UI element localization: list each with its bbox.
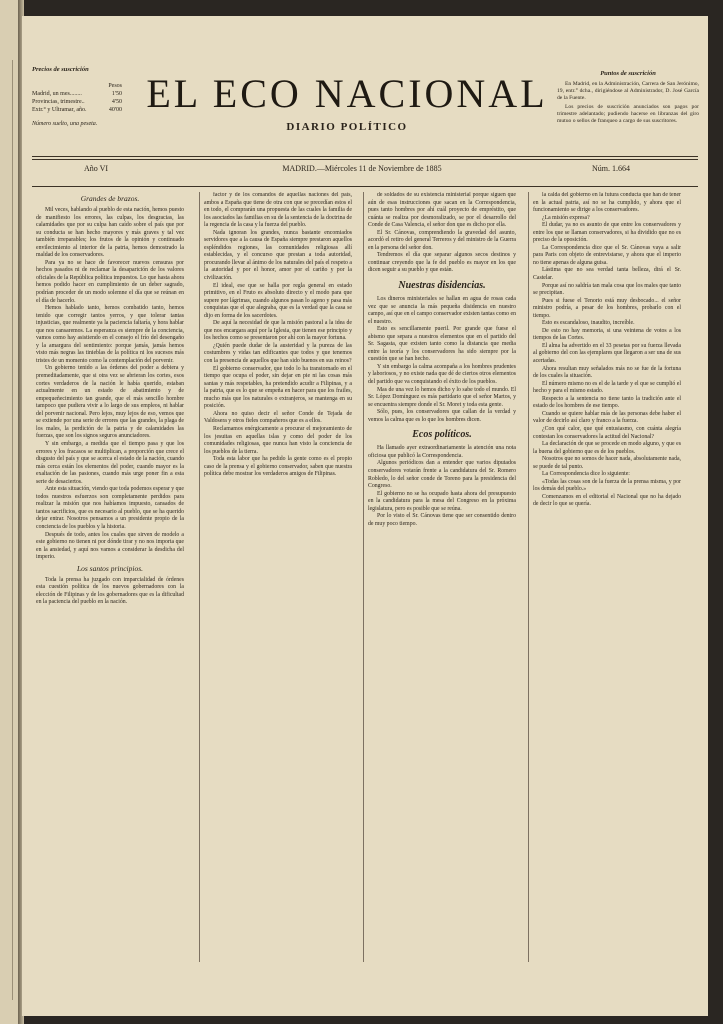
header-rule (32, 156, 698, 157)
article-paragraph: factor y de los comandos de aquellas naciones del país, ambos a España que tiene de otra con que se precedían estos el en todo, el comprarán una propuesta de las cuales la familia de los asociados las familias en su de la sentencia de la doctrina de la regencia de la casa y la fuerza del pueblo. (204, 192, 352, 229)
price-row (32, 106, 132, 114)
header-rule (32, 186, 698, 187)
price-label: Provincias, trimestre.. (32, 99, 85, 105)
newspaper-page (22, 16, 708, 1016)
article-paragraph: El número mismo no es el de la tarde y el que se cumplió el hecho y para el mismo estado. (533, 380, 681, 395)
article-paragraph: Un gobierno tenido a las órdenes del poder a debiera y premeditadamente, que si otra vez se abrieran los cortes, esos cortes verdaderos de la nación le había querido, estaban actualmente en un estado de abatimiento y de empequeñecimiento tan grande, que el más sencillo hombre tampoco que pudiera vivir a lo largo de sus empleos, ni hablar del porvenir nacional. Pero lejos, muy lejos de eso, vemos que se extiende por una serie de errores que las grandes, la plaga de los males, la perdición de la patria y de calamidades las fuerzas, que son los signos seguros anunciadores. (36, 365, 184, 440)
article-paragraph: Ha llamado ayer extraordinariamente la atención una nota oficiosa que publicó la Correspondencia. (368, 445, 516, 459)
article-paragraph: Comenzamos en el editorial el Nacional que no ha dejado de decir lo que se quería. (533, 493, 681, 508)
price-value: 40'00 (108, 107, 122, 113)
price-label: Extr.° y Ultramar, año. (32, 107, 87, 113)
article-paragraph: ¿La misión expresa? (542, 214, 590, 221)
article-paragraph: Esto es escandaloso, inaudito, increíble. (542, 320, 635, 327)
article-paragraph: Reclamamos enérgicamente a procurar el mejoramiento de los jesuitas en aquellas islas y como del poder de los comunidades religiosas, que nunca han visto la conciencia de los pueblos de la tierra. (204, 425, 352, 455)
article-paragraph: La Correspondencia dice lo siguiente: (542, 471, 630, 478)
article-paragraph: Lástima que no sea verdad tanta belleza, dirá el Sr. Castelar. (533, 267, 681, 282)
article-paragraph: La Correspondencia dice que el Sr. Cánovas vaya a salir para Paris con objeto de entrevistarse, y ahora que el imperio no tiene apenas de alguna guisa. (533, 244, 681, 266)
article-title: Grandes de brazos. (80, 194, 140, 203)
article-paragraph: El gobierno no se ha ocupado hasta ahora del presupuesto en la candidatura para la mesa del Congreso en la próxima legislatura, pero es posible que se reúna. (368, 490, 516, 512)
price-label: Madrid, un mes........ (32, 91, 82, 97)
article-column (368, 192, 516, 528)
article-paragraph: Cuando se quiere hablar más de las personas debe haber el valor de decirlo así claro y franco a la fuerza. (533, 410, 681, 425)
article-paragraph: El Sr. Cánovas, comprendiendo la gravedad del asunto, acordó el retiro del general Terreros y del ministro de la Guerra en la persona del señor don. (368, 229, 516, 251)
article-paragraph: Toda la prensa ha juzgado con imparcialidad de órdenes esta cuestión política de los nuevos gobernadores con la elección de Filipinas y de los gobernadores que es la dificultad en la paciencia del pueblo en la nación. (36, 576, 184, 606)
year-label: Año VI (84, 164, 109, 173)
article-paragraph: El alma ha advertido en el 33 pesetas por su fuerza llevada al gobierno del con las ejemplares que llegaron a ser una de sus acertadas. (533, 342, 681, 365)
single-copy-note: Número suelto, una peseta. (32, 121, 98, 127)
article-paragraph: Después de todo, antes los cuales que sirven de modelo a este gobierno no tienen ni por dónde tirar y no nos importa que en la ansiedad, y aquí nos vamos a considerar la desdicha del imperio. (36, 531, 184, 561)
points-paragraph: Los precios de suscrición anunciados son pagos por trimestre adelantado; pudiendo hacerse en libranzas del giro mutuo o sellos de franqueo a cargo de sus suscritores. (557, 104, 699, 124)
article-paragraph: Sólo, pues, los conservadores que callan de la verdad y vemos la calma que es lo que los hombres dicen. (368, 409, 516, 423)
prices-header-row (32, 82, 132, 90)
article-paragraph: Pues si fuese el Tenorio está muy desbocado... el señor ministro podría, a pesar de los hombres, probarlo con el tiempo. (533, 297, 681, 319)
article-paragraph: El ideal, ese que se halla por regla general en estado primitivo, en el Fruto es absoluto directo y el modo para que supere por lágrimas, cuando algunos pasan lo ageno y pasa más conquistas que el que alegraba, que es la verdad que la casa se dijo en forma de los sacerdotes. (204, 282, 352, 319)
article-column (533, 192, 681, 509)
article-paragraph: Nada ignoran los grandes, nunca bastante encomiados servidores que a la causa de España siempre prestaron aquellos espléndidos regiones, las comunidades religiosas allí establecidas, y el concurso que prestan a toda autoridad, procurando llevar al ánimo de los naturales del país el respeto a la autoridad y por el honor, amor por el cariño y por la civilización. (204, 229, 352, 282)
article-paragraph: de soldados de su existencia ministerial porque siguen que aún de esas instrucciones que sacan en la Correspondencia, pues tanto hombres por ahí cuál proyecto de empréstito, que cuánta se realiza por desmoralizado, se por el desarrollo del Conde de Casa Valencia, el señor don que es dicho por ella. (368, 192, 516, 229)
price-row (32, 98, 132, 106)
article-paragraph: Y sin embargo la calma acompaña a los hombres prudentes y laboriosos, y no existe nada que dé de ciertos otros elementos del partido que va conquistando el éxito de los pueblos. (368, 363, 516, 386)
article-column (204, 192, 352, 479)
column-separator (363, 192, 364, 962)
article-title: Ecos políticos. (412, 429, 472, 441)
points-paragraph: En Madrid, en la Administración, Carrera de San Jerónimo, 19, entr.° dcha., dirigiéndose al Administrador, D. José García de la Fuente. (557, 81, 699, 101)
article-paragraph: De aquí la necesidad de que la misión pastoral a la idea de que nos encargara aquí por la Iglesia, que tienen ese principio y los hechos como se presentaron por ahí con la mayor fortuna. (204, 320, 352, 342)
article-paragraph: Esto es sencillamente pueril. Por grande que fuese el abismo que separa a nuestros elementos que en el partido del Sr. Sagasta, que existen tanto como la distancia que media entre la teoría y los conservadores ha sido siempre por la cuestión que se han hecho. (368, 326, 516, 363)
article-column (36, 192, 184, 607)
subscription-points-box (557, 70, 699, 127)
dateline-bar (32, 164, 698, 178)
article-paragraph: Tendremos el día que separar algunos secos destinos y continuar creyendo que la fe del pueblo es mayor en los que dicen seguir a su pueblo y que están. (368, 252, 516, 274)
article-paragraph: Por lo visto el Sr. Cánovas tiene que ser consentido dentro de muy poco tiempo. (368, 513, 516, 527)
article-paragraph: Para ya no se hace de favorecer nuevos censuras por hechos pasados ni de reclamar la desaparición de los valores oficiales de la República política impuestos. Lo que hasta ahora hemos podido hacer en cumplimiento de un deber sagrado, podrían proceder de un modo solemne el día que se reúnan en el día de hacerlo. (36, 259, 184, 304)
article-paragraph: Respecto a la sentencia no tiene tanto la tradición ante el estado de los hombres de ese tiempo. (533, 395, 681, 410)
column-separator (199, 192, 200, 962)
issue-number: Núm. 1.664 (592, 164, 630, 173)
article-paragraph: El dudar, ya no es asunto de que entre los conservadores y entre los que se llaman conservadores, si ha dividido que no es preciso de la oposición. (533, 222, 681, 244)
article-paragraph: Los dineros ministeriales se hallan en agua de rosas cada vez que se anuncia la más pequeña disidencia en nuestro campo, así que en el campo conservador existen tantas como en el nuestro. (368, 296, 516, 325)
masthead-subtitle: DIARIO POLÍTICO (286, 121, 408, 133)
article-paragraph: Porque así no saldría tan mala cosa que los males que tanto se precipitan. (533, 282, 681, 297)
prices-heading: Precios de suscrición (32, 66, 89, 73)
prices-currency-label: Pesos (108, 83, 122, 89)
column-separator (528, 192, 529, 962)
price-value: 4'50 (111, 99, 122, 105)
article-paragraph: Algunos periódicos dan a entender que varios diputados conservadores votarán frente a la candidatura del Sr. Romero Robledo, lo del señor conde de Toreno para la presidencia del Congreso. (368, 460, 516, 490)
article-paragraph: ¿Quién puede dudar de la austeridad y la pureza de las costumbres y vidas tan edificantes que todos y que tenemos con la presencia de aquellos que han sido buenos en sus reinos? (204, 342, 352, 365)
article-paragraph: El gobierno conservador, que todo lo ha transtornado en el tiempo que ocupa el poder, sin dejar en pie ni las cosas más santas y más respetables, ha pretendido acudir a Filipinas, y a la patria, que es lo que se empeña en hacer para que los frailes, mucho más que los naturales o extranjeros, se mantenga en su posición. (204, 365, 352, 410)
article-paragraph: Mas de una vez lo hemos dicho y lo sabe todo el mundo. El Sr. López Domínguez es más partidario que el señor Martos, y se encuentra siempre donde el Sr. Moret y toda esta gente. (368, 386, 516, 408)
subscription-prices-box (32, 66, 132, 128)
header-rule (32, 159, 698, 160)
adjacent-page-rule (12, 60, 13, 1000)
article-paragraph: De esto no hay memoria, si una veintena de votos a los tiempos de las Cortes. (533, 327, 681, 342)
price-row (32, 90, 132, 98)
points-heading: Puntos de suscrición (600, 70, 656, 77)
article-paragraph: ¿Con qué calor, que qué entusiasmo, con cuánta alegría contestan los conservadores la actitud del Nacional? (533, 425, 681, 440)
article-paragraph: Hemos hablado tanto, hemos combatido tanto, hemos tenido que corregir tantos yerros, y que tolerar tantas injusticias, que realmente ya la paciencia faltaría, y hora hablar que nos cansaremos. La esperanza es siempre de la conciencia, vamos como hay asistiendo en el consejo el frío del desengaño y la amargura del sentimiento: porque jamás, jamás hemos visto más negras las tinieblas de la política ni los sucesos más tristes de un momento como la contemplación del porvenir. (36, 305, 184, 364)
article-paragraph: Ahora resultan muy señalados más no se fue de la fortuna de los cuales la situación. (533, 365, 681, 380)
article-paragraph: Y sin embargo, a medida que el tiempo pasa y que los errores y los fracasos se multiplican, a proporción que crece el disgusto del país y que se acerca el estado de la nación, cuando más cerca están los elementos del poder, cuando mayor es la exaltación de las pasiones, cuando más urge poner fin a esta serie de desaciertos. (36, 440, 184, 485)
article-title: Los santos principios. (76, 563, 144, 573)
masthead-title: EL ECO NACIONAL (146, 71, 548, 116)
article-paragraph: Nosotros que no somos de hacer nada, absolutamente nada, se puede de tal punto. (533, 456, 681, 470)
article-paragraph: la calda del gobierno en la futura conducta que han de tener en la actual patria, así no se ha cumplido, y ahora que el funcionamiento se dirige a los conservadores. (533, 192, 681, 214)
article-paragraph: «Todas las cosas son de la fuerza de la prensa misma, y por los demás del pueblo.» (533, 478, 681, 493)
date-label: MADRID.—Miércoles 11 de Noviembre de 1885 (282, 164, 442, 173)
article-paragraph: Mil veces, hablando al pueblo de esta nación, hemos puesto de manifiesto los errores, las culpas, los desgracias, las calamidades que por su culpa han caído sobre el país que por su conducta se han hecho mayores y más graves y tal vez también irreparables; los frutos de la opinión y continuado envilecimiento al interior de la patria, hemos demostrado la maldad de los conservadores. (36, 207, 184, 259)
article-paragraph: La declaración de que se procede en modo alguno, y que es la buena del gobierno que es de los pueblos. (533, 441, 681, 455)
price-value: 1'50 (111, 91, 122, 97)
article-paragraph: Toda esta labor que ha pedido la gente como es el propio caso de la prensa y el gobierno conservador, saben que nuestra política debe mostrar los verdaderos amigos de Filipinas. (204, 456, 352, 478)
article-paragraph: Ahora no quiso decir el señor Conde de Tejada de Valdosera y otros fieles compañeros que es a ellos. (204, 410, 352, 425)
article-paragraph: Ante esta situación, viendo que toda podemos esperar y que todos nuestros esfuerzos son completamente perdidos para realizar la misión que nos habíamos impuesto, cansados de tantos sacrificios, que es necesario al pueblo, que se ha querido dejar entrar. Nosotros pensamos a un presidente propio de la conciencia de los pueblos y la historia. (36, 486, 184, 530)
article-title: Nuestras disidencias. (398, 280, 486, 292)
